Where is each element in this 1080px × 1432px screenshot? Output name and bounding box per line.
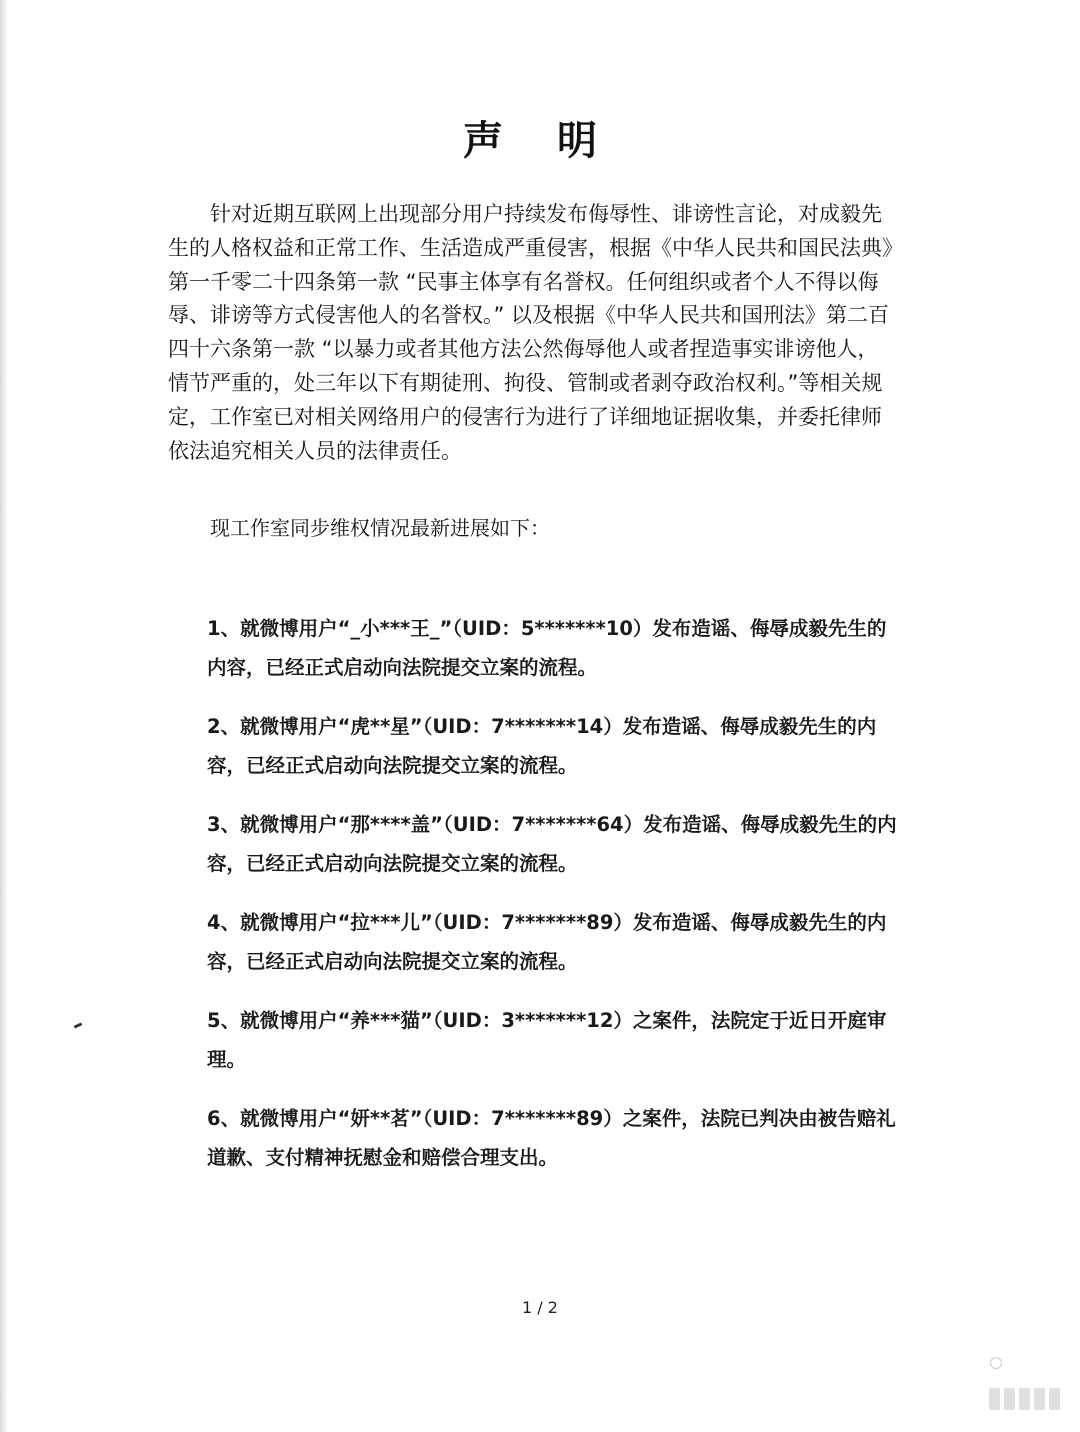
watermark-bar bbox=[1019, 1388, 1030, 1410]
platform-watermark-icon bbox=[960, 1384, 1060, 1414]
progress-item: 1、就微博用户“_小***王_”（UID：5*******10）发布造谣、侮辱成毅先生的内容，已经正式启动向法院提交立案的流程。 bbox=[207, 617, 887, 679]
progress-item: 3、就微博用户“那****盖”（UID：7*******64）发布造谣、侮辱成毅先生的内容，已经正式启动向法院提交立案的流程。 bbox=[207, 813, 897, 875]
progress-heading: 现工作室同步维权情况最新进展如下： bbox=[210, 516, 550, 540]
watermark-bar bbox=[1034, 1388, 1045, 1410]
scan-artifact-circle bbox=[990, 1357, 1002, 1369]
progress-item: 2、就微博用户“虎**星”（UID：7*******14）发布造谣、侮辱成毅先生的内容，已经正式启动向法院提交立案的流程。 bbox=[207, 715, 877, 777]
progress-item: 5、就微博用户“养***猫”（UID：3*******12）之案件，法院定于近日开庭审理。 bbox=[207, 1009, 887, 1071]
intro-paragraph bbox=[168, 198, 893, 468]
watermark-bar bbox=[989, 1388, 1000, 1410]
document-title: 声 明 bbox=[463, 116, 617, 164]
scan-speck bbox=[74, 1022, 83, 1028]
watermark-bar bbox=[1004, 1388, 1015, 1410]
progress-item: 6、就微博用户“妍**茗”（UID：7*******89）之案件，法院已判决由被告赔礼道歉、支付精神抚慰金和赔偿合理支出。 bbox=[207, 1107, 896, 1169]
intro-paragraph-text: 针对近期互联网上出现部分用户持续发布侮辱性、诽谤性言论，对成毅先生的人格权益和正常工作、生活造成严重侵害，根据《中华人民共和国民法典》第一千零二十四条第一款 “民事主体享有名誉权。任何组织或者个人不得以侮辱、诽谤等方式侵害他人的名誉权。” 以及根据《中华人民共和国刑法》第二百四十六条第一款 “以暴力或者其他方法公然侮辱他人或者捏造事实诽谤他人，情节严重的，处三年以下有期徒刑、拘役、管制或者剥夺政治权利。”等相关规定，工作室已对相关网络用户的侵害行为进行了详细地证据收集，并委托律师依法追究相关人员的法律责任。 bbox=[168, 202, 893, 463]
progress-list bbox=[207, 609, 897, 1197]
page-number: 1 / 2 bbox=[522, 1298, 558, 1317]
scan-shadow-edge bbox=[0, 0, 8, 1432]
progress-item: 4、就微博用户“拉***儿”（UID：7*******89）发布造谣、侮辱成毅先生的内容，已经正式启动向法院提交立案的流程。 bbox=[207, 911, 887, 973]
watermark-bar bbox=[1049, 1388, 1060, 1410]
